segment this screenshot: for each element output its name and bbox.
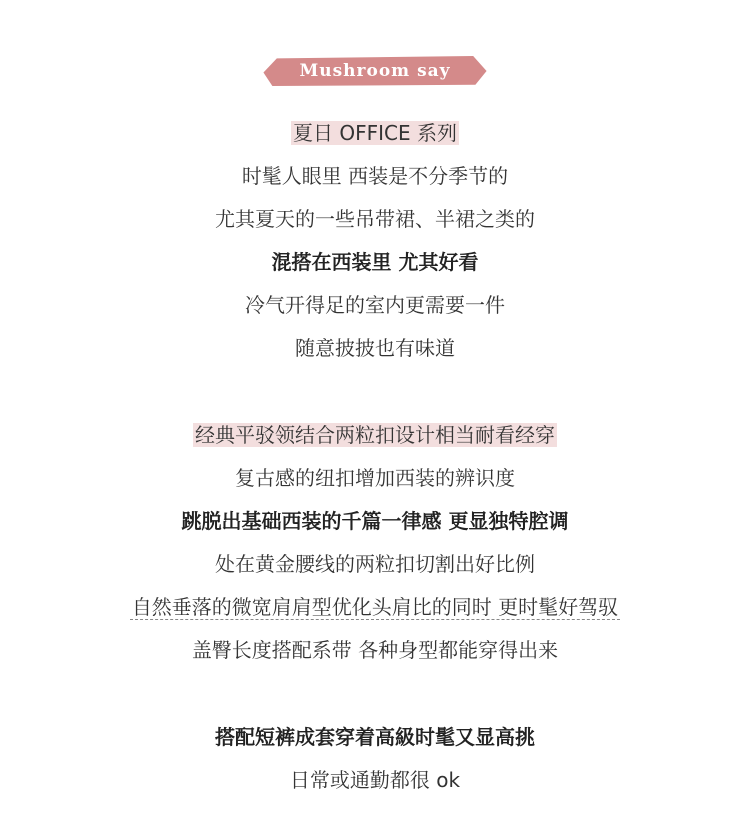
section2-line-6: 盖臀长度搭配系带 各种身型都能穿得出来 xyxy=(191,638,559,662)
article-body xyxy=(0,112,750,802)
section2-line-2: 复古感的纽扣增加西装的辨识度 xyxy=(235,466,515,490)
section1-line-1: 夏日 OFFICE 系列 xyxy=(293,121,457,145)
section2-line-5: 自然垂落的微宽肩肩型优化头肩比的同时 更时髦好驾驭 xyxy=(131,595,619,619)
section3-line-2: 日常或通勤都很 ok xyxy=(289,768,461,792)
badge-title: Mushroom say xyxy=(299,61,451,81)
section1-line-2: 时髦人眼里 西装是不分季节的 xyxy=(241,164,509,188)
section1-line-3: 尤其夏天的一些吊带裙、半裙之类的 xyxy=(215,207,535,231)
title-badge xyxy=(263,56,486,86)
spacer xyxy=(0,370,750,414)
section1-line-6: 随意披披也有味道 xyxy=(295,336,455,360)
section2-line-1: 经典平驳领结合两粒扣设计相当耐看经穿 xyxy=(195,423,555,447)
spacer xyxy=(0,672,750,716)
section1-line-5: 冷气开得足的室内更需要一件 xyxy=(245,293,505,317)
section3-line-1: 搭配短裤成套穿着高級时髦又显高挑 xyxy=(215,725,535,749)
section2-line-3: 跳脱出基础西装的千篇一律感 更显独特腔调 xyxy=(181,509,569,533)
section2-line-4: 处在黄金腰线的两粒扣切割出好比例 xyxy=(215,552,535,576)
header xyxy=(0,56,750,86)
section1-line-4: 混搭在西装里 尤其好看 xyxy=(271,250,479,274)
